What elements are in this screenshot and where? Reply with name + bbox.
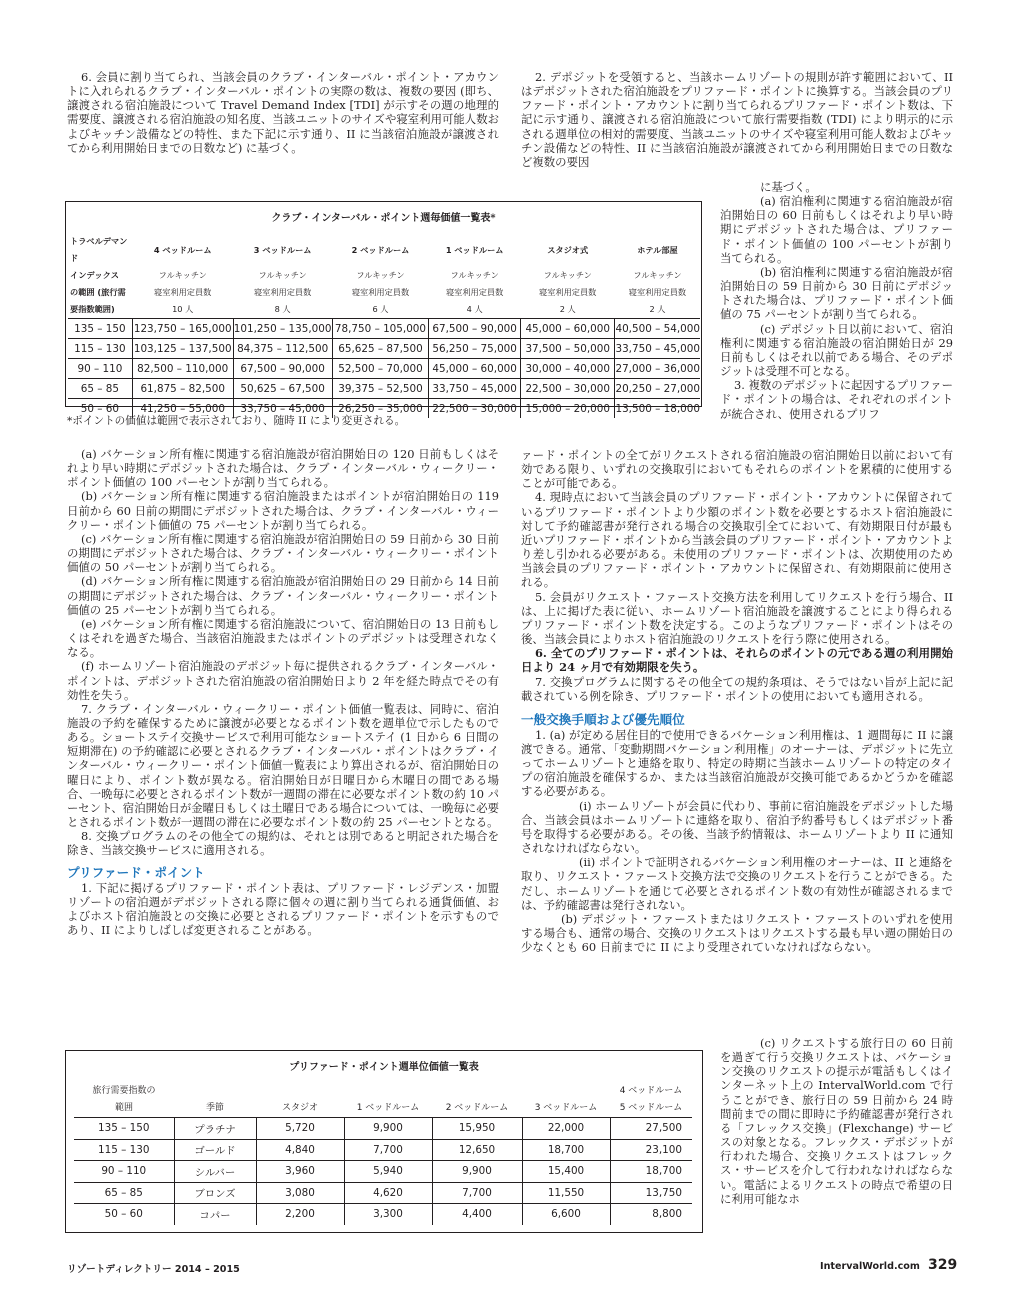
preferred-points-table-title: プリファード・ポイント週単位価値一覧表	[289, 1062, 479, 1073]
general-paragraph-1ii: (ii) ポイントで証明されるバケーション利用権のオーナーは、II と連絡を取り、リクエスト・ファースト交換方法で交換のリクエストを行うことができる。ただし、ホームリゾートを通じて必要とされるポイント数の有効性が確認されるまでは、予約確認書は発行されない。	[521, 855, 953, 912]
club-points-table-cell: 30,000 – 40,000	[520, 359, 614, 379]
preferred-points-table-cell: 50 – 60	[74, 1204, 174, 1225]
club-points-table-cell: 65,625 – 87,500	[332, 339, 429, 359]
paragraph-6a: (a) バケーション所有権に関連する宿泊施設が宿泊開始日の 120 日前もしくはそれより早い時期にデポジットされた場合は、クラブ・インターバル・ウィークリー・ポイント価値の 100 パーセントが割り当てられる。	[67, 447, 499, 490]
preferred-points-table-cell: 135 – 150	[74, 1118, 174, 1140]
club-points-column-header: 6 人	[332, 301, 429, 319]
preferred-points-header-row	[74, 1100, 692, 1118]
page-number: 329	[928, 1257, 958, 1273]
club-points-table-cell: 13,500 – 18,000	[615, 402, 700, 415]
paragraph-6f: (f) ホームリゾート宿泊施設のデポジット毎に提供されるクラブ・インターバル・ポイントは、デポジットされた宿泊施設の宿泊開始日より 2 年を経た時点でその有効性を失う。	[67, 659, 499, 702]
club-points-table-cell: 61,875 – 82,500	[132, 379, 233, 399]
club-points-column-header: 寝室利用定員数	[351, 287, 410, 297]
club-points-column-header: 要指数範囲)	[68, 301, 132, 319]
club-points-table-cell: 123,750 – 165,000	[132, 319, 233, 339]
preferred-points-table-cell: 18,700	[522, 1139, 610, 1161]
preferred-points-column-header	[174, 1083, 256, 1100]
preferred-points-column-header	[432, 1083, 522, 1100]
club-points-table-row	[68, 379, 700, 399]
club-points-table-cell: 40,500 – 54,000	[615, 319, 700, 339]
preferred-points-table-cell: 4,620	[344, 1182, 432, 1204]
preferred-points-table-cell: 2,200	[256, 1204, 344, 1225]
right-narrow-bottom	[720, 1036, 953, 1206]
right-paragraph-5: 5. 会員がリクエスト・ファースト交換方法を利用してリクエストを行う場合、II は、上に掲げた表に従い、ホームリゾート宿泊施設を譲渡することにより得られるプリファード・ポイント数を決定する。このようなプリファード・ポイントはその後、当該会員によりホスト宿泊施設のリクエストを行う際に使用される。	[521, 589, 953, 647]
preferred-points-table-cell: 7,700	[432, 1182, 522, 1204]
preferred-points-table-cell: 7,700	[344, 1139, 432, 1161]
club-points-table-cell: 67,500 – 90,000	[429, 319, 521, 339]
club-points-table-cell: 103,125 – 137,500	[132, 339, 233, 359]
paragraph-6c: (c) バケーション所有権に関連する宿泊施設が宿泊開始日の 59 日前から 30 日前の期間にデポジットされた場合は、クラブ・インターバル・ウィークリー・ポイント価値の 50 パーセントが割り当てられる。	[67, 531, 499, 575]
club-points-column-header: 8 人	[233, 301, 332, 319]
club-points-header-row	[68, 267, 700, 284]
preferred-points-table-cell: 9,900	[344, 1118, 432, 1140]
preferred-points-column-header: 季節	[174, 1100, 256, 1118]
preferred-points-table-cell: 6,600	[522, 1204, 610, 1225]
preferred-points-table-cell: 15,950	[432, 1118, 522, 1140]
club-points-table-cell: 101,250 – 135,000	[233, 319, 332, 339]
club-points-column-header: 寝室利用定員数	[445, 287, 504, 297]
preferred-points-table-row	[74, 1139, 692, 1161]
preferred-points-table-cell: ブロンズ	[174, 1182, 256, 1204]
preferred-points-column-header: 4 ベッドルーム	[619, 1086, 683, 1096]
club-points-table-row	[68, 339, 700, 359]
preferred-points-table-cell: 5,720	[256, 1118, 344, 1140]
right-paragraph-2c: (c) デポジット日以前において、宿泊権利に関連する宿泊施設の宿泊開始日が 29 日前もしくはそれ以前である場合、そのデポジットは受理不可となる。	[720, 321, 953, 379]
paragraph-6b: (b) バケーション所有権に関連する宿泊施設またはポイントが宿泊開始日の 119 日前から 60 日前の期間にデポジットされた場合は、クラブ・インターバル・ウィークリー・ポイント価値の 75 パーセントが割り当てられる。	[67, 489, 499, 532]
paragraph-6: 6. 会員に割り当てられ、当該会員のクラブ・インターバル・ポイント・アカウントに入れられるクラブ・インターバル・ポイントの実際の数は、複数の要因 (即ち、譲渡される宿泊施設について Travel Demand Index [TDI] が示すその週の地理的需要度、譲渡される宿泊施設の知名度、当該ユニットのサイズや寝室利用可能人数およびキッチン設備などの特性、また下記に示す通り、II に当該宿泊施設が譲渡されてから利用開始日までの日数など) に基づく。	[67, 70, 499, 155]
preferred-points-column-header	[344, 1083, 432, 1100]
club-points-table-cell: 33,750 – 45,000	[429, 379, 521, 399]
preferred-points-table-cell: 3,300	[344, 1204, 432, 1225]
preferred-points-table-row	[74, 1118, 692, 1140]
preferred-points-column-header	[256, 1083, 344, 1100]
preferred-points-column-header: 2 ベッドルーム	[432, 1100, 522, 1118]
right-narrow-column	[720, 180, 953, 421]
general-paragraph-1c: (c) リクエストする旅行日の 60 日前を過ぎて行う交換リクエストは、バケーション交換のリクエストの提示が電話もしくはインターネット上の IntervalWorld.com で行うことができ、旅行日の 59 日前から 24 時間前までの間に即時に予約確認書が発行される「フレックス交換」(Flexchange) サービスの対象となる。フレックス・デポジットが行われた場合、交換リクエストはフレックス・サービスを介して行われなければならない。電話によるリクエストの時点で希望の日に利用可能なホ	[720, 1036, 953, 1206]
club-points-column-header: 1 ベッドルーム	[445, 244, 504, 255]
paragraph-7: 7. クラブ・インターバル・ウィークリー・ポイント価値一覧表は、同時に、宿泊施設の予約を確保するために譲渡が必要となるポイント数を週単位で示したものである。ショートステイ交換サービスで利用可能なショートステイ (1 日から 6 日間の短期滞在) の予約確認に必要とされるクラブ・インターバル・ポイントはクラブ・インターバル・ウィークリー・ポイント価値一覧表により算出されるが、宿泊開始日の曜日により、ポイント数が異なる。宿泊開始日が日曜日から木曜日の間である場合、一晩毎に必要とされるポイント数が一週間の滞在に必要なポイント数の約 10 パーセント、宿泊開始日が金曜日もしくは土曜日である場合については、一晩毎に必要とされるポイント数が一週間の滞在に必要なポイント数の約 25 パーセントとなる。	[67, 701, 499, 830]
general-paragraph-1b: (b) デポジット・ファーストまたはリクエスト・ファーストのいずれを使用する場合も、通常の場合、交換のリクエストはリクエストする最も早い週の開始日の少なくとも 60 日前までに II により受理されていなければならない。	[521, 911, 953, 955]
preferred-points-header-row	[74, 1083, 692, 1100]
preferred-points-table-cell: 9,900	[432, 1161, 522, 1183]
preferred-points-table-cell: 12,650	[432, 1139, 522, 1161]
club-points-table-cell: 56,250 – 75,000	[429, 339, 521, 359]
club-points-table-cell: 33,750 – 45,000	[233, 399, 332, 419]
preferred-points-table-cell: 11,550	[522, 1182, 610, 1204]
club-points-table-cell: 50 – 60	[68, 399, 132, 419]
club-points-column-header: 2 人	[615, 301, 700, 319]
club-points-table-cell: 52,500 – 70,000	[332, 359, 429, 379]
club-points-column-header: ホテル部屋	[637, 244, 678, 255]
club-points-table-title: クラブ・インターバル・ポイント週毎価値一覧表*	[271, 213, 496, 224]
club-points-table-cell: 45,000 – 60,000	[429, 359, 521, 379]
preferred-points-table-cell: 3,080	[256, 1182, 344, 1204]
club-points-column-header: 2 人	[520, 301, 614, 319]
club-points-column-header: インデックス	[70, 270, 119, 280]
club-points-column-header: フルキッチン	[543, 270, 592, 280]
footer-site[interactable]: IntervalWorld.com	[820, 1261, 920, 1272]
preferred-points-column-header: スタジオ	[256, 1100, 344, 1118]
preferred-points-table-cell: 27,500	[610, 1118, 692, 1140]
preferred-points-table-cell: ゴールド	[174, 1139, 256, 1161]
preferred-points-table-cell: 13,750	[610, 1182, 692, 1204]
club-points-column-header: フルキッチン	[158, 270, 207, 280]
club-points-table	[68, 233, 700, 418]
preferred-points-table-cell: 22,000	[522, 1118, 610, 1140]
preferred-points-heading: プリファード・ポイント	[67, 864, 205, 880]
right-paragraph-2a: (a) 宿泊権利に関連する宿泊施設が宿泊開始日の 60 日前もしくはそれより早い時期にデポジットされた場合は、プリファード・ポイント価値の 100 パーセントが割り当てられる。	[720, 194, 953, 265]
club-points-column-header: フルキッチン	[356, 270, 405, 280]
club-points-table-cell: 90 – 110	[68, 359, 132, 379]
club-points-table-cell: 65 – 85	[68, 379, 132, 399]
club-points-footnote: *ポイントの価値は範囲で表示されており、随時 II により変更される。	[67, 415, 406, 427]
club-points-column-header: フルキッチン	[258, 270, 307, 280]
right-paragraph-2-end: に基づく。	[760, 180, 817, 194]
club-points-header-row	[68, 284, 700, 301]
paragraph-8: 8. 交換プログラムのその他全ての規約は、それとは別であると明記された場合を除き、当該交換サービスに適用される。	[67, 829, 499, 858]
preferred-points-table-cell: 18,700	[610, 1161, 692, 1183]
right-paragraph-6: 6. 全てのプリファード・ポイントは、それらのポイントの元である週の利用開始日より 24 ヶ月で有効期限を失う。	[521, 646, 953, 675]
club-points-table-cell: 67,500 – 90,000	[233, 359, 332, 379]
club-points-table-row	[68, 359, 700, 379]
preferred-points-table-cell: 15,400	[522, 1161, 610, 1183]
general-paragraph-1a: 1. (a) が定める居住目的で使用できるバケーション利用権は、1 週間毎に II に譲渡できる。通常、「変動期間バケーション利用権」のオーナーは、デポジットに先立ってホームリゾートと連絡を取り、特定の時期に当該ホームリゾートの特定のタイプの宿泊施設を確保するか、または当該宿泊施設が交換可能であるかどうかを確認する必要がある。	[521, 727, 953, 799]
club-points-column-header: フルキッチン	[633, 270, 682, 280]
left-column-body	[67, 447, 499, 937]
preferred-points-table-cell: プラチナ	[174, 1118, 256, 1140]
club-points-table-cell: 41,250 – 55,000	[132, 399, 233, 419]
club-points-table-cell: 26,250 – 35,000	[332, 399, 429, 419]
club-points-table-row	[68, 319, 700, 339]
preferred-points-table-box	[65, 1050, 703, 1233]
club-points-table-cell: 37,500 – 50,000	[520, 339, 614, 359]
preferred-points-table	[74, 1083, 692, 1225]
club-points-column-header: 4 ベッドルーム	[153, 244, 212, 255]
club-points-table-cell: 33,750 – 45,000	[615, 339, 700, 359]
preferred-points-table-row	[74, 1204, 692, 1225]
club-points-table-cell: 50,625 – 67,500	[233, 379, 332, 399]
preferred-points-table-cell: 4,840	[256, 1139, 344, 1161]
club-points-table-cell: 22,500 – 30,000	[429, 399, 521, 419]
preferred-points-table-row	[74, 1182, 692, 1204]
preferred-points-table-cell: 90 – 110	[74, 1161, 174, 1183]
paragraph-6d: (d) バケーション所有権に関連する宿泊施設が宿泊開始日の 29 日前から 14 日前の期間にデポジットされた場合は、クラブ・インターバル・ウィークリー・ポイント価値の 25 パーセントが割り当てられる。	[67, 574, 499, 617]
preferred-points-table-cell: 4,400	[432, 1204, 522, 1225]
club-points-table-cell: 15,000 – 20,000	[520, 399, 614, 419]
club-points-table-cell: 45,000 – 60,000	[520, 319, 614, 339]
right-paragraph-3-start: 3. 複数のデポジットに起因するプリファード・ポイントの場合は、それぞれのポイントが統合され、使用されるプリフ	[720, 378, 953, 421]
preferred-points-table-row	[74, 1161, 692, 1183]
club-points-column-header: 寝室利用定員数	[539, 287, 597, 297]
club-points-header-row	[68, 301, 700, 319]
preferred-points-table-cell: コパー	[174, 1204, 256, 1225]
right-paragraph-2b: (b) 宿泊権利に関連する宿泊施設が宿泊開始日の 59 日前から 30 日前にデポジットされた場合は、プリファード・ポイント価値の 75 パーセントが割り当てられる。	[720, 264, 953, 322]
club-points-column-header: 3 ベッドルーム	[253, 244, 312, 255]
preferred-points-column-header: 3 ベッドルーム	[522, 1100, 610, 1118]
footer-directory-title: リゾートディレクトリー 2014 – 2015	[67, 1264, 240, 1275]
club-points-table-cell: 115 – 130	[68, 339, 132, 359]
club-points-column-header: トラベルデマンド	[70, 236, 128, 263]
club-points-table-cell: 135 – 150	[68, 319, 132, 339]
club-points-table-cell: 20,250 – 27,000	[615, 379, 700, 399]
preferred-points-table-cell: 115 – 130	[74, 1139, 174, 1161]
preferred-points-table-cell: 65 – 85	[74, 1182, 174, 1204]
right-column-middle	[521, 448, 953, 954]
preferred-points-table-cell: 23,100	[610, 1139, 692, 1161]
right-paragraph-2: 2. デポジットを受領すると、当該ホームリゾートの規則が許す範囲において、II はデポジットされた宿泊施設をプリファード・ポイントに換算する。当該会員のプリファード・ポイント・アカウントに割り当てられるプリファード・ポイント数は、下記に示す通り、譲渡される宿泊施設について旅行需要指数 (TDI) により明示的に示される週単位の相対的需要度、当該ユニットのサイズや寝室利用可能人数およびキッチン設備などの特性、II に当該宿泊施設が譲渡されてから利用開始日までの日数など複数の要因	[521, 70, 953, 169]
preferred-points-table-cell: 8,800	[652, 1208, 682, 1221]
club-points-table-cell: 84,375 – 112,500	[233, 339, 332, 359]
right-paragraph-7: 7. 交換プログラムに関するその他全ての規約条項は、そうではない旨が上記に記載されている例を除き、プリファード・ポイントの使用においても適用される。	[521, 674, 953, 703]
club-points-header-row	[68, 233, 700, 267]
preferred-points-table-cell: シルバー	[174, 1161, 256, 1183]
right-paragraph-3-rest: ァード・ポイントの全てがリクエストされる宿泊施設の宿泊開始日以前において有効である限り、いずれの交換取引においてもそれらのポイントを累積的に使用することが可能である。	[521, 448, 953, 491]
right-column-top	[521, 70, 953, 169]
general-paragraph-1i: (i) ホームリゾートが会員に代わり、事前に宿泊施設をデポジットした場合、当該会員はホームリゾートに連絡を取り、宿泊予約番号もしくはデポジット番号を取得する必要がある。その後、当該予約情報は、ホームリゾートより II に通知されなければならない。	[521, 798, 953, 856]
club-points-table-cell: 22,500 – 30,000	[520, 379, 614, 399]
club-points-table-cell: 39,375 – 52,500	[332, 379, 429, 399]
paragraph-6e: (e) バケーション所有権に関連する宿泊施設について、宿泊開始日の 13 日前もしくはそれを過ぎた場合、当該宿泊施設またはポイントのデポジットは受理されなくなる。	[67, 616, 499, 660]
left-column-top	[67, 70, 499, 155]
preferred-points-column-header: 1 ベッドルーム	[344, 1100, 432, 1118]
club-points-column-header: 2 ベッドルーム	[351, 244, 410, 255]
preferred-points-column-header: 旅行需要指数の	[92, 1086, 156, 1096]
preferred-points-column-header	[522, 1083, 610, 1100]
preferred-points-column-header: 5 ベッドルーム	[610, 1100, 692, 1118]
preferred-points-table-cell: 3,960	[256, 1161, 344, 1183]
general-exchange-heading: 一般交換手順および優先順位	[521, 711, 685, 727]
preferred-points-table-cell: 5,940	[344, 1161, 432, 1183]
club-points-table-cell: 27,000 – 36,000	[615, 359, 700, 379]
club-points-table-cell: 78,750 – 105,000	[332, 319, 429, 339]
preferred-paragraph-1: 1. 下記に掲げるプリファード・ポイント表は、プリファード・レジデンス・加盟リゾートの宿泊週がデポジットされる際に個々の週に割り当てられる通貨価値、およびホスト宿泊施設との交換に必要とされるプリファード・ポイントを示すものであり、II によりしばしば変更されることがある。	[67, 880, 499, 937]
club-points-column-header: 寝室利用定員数	[154, 287, 212, 297]
right-paragraph-4: 4. 現時点において当該会員のプリファード・ポイント・アカウントに保留されているプリファード・ポイントより少額のポイント数を必要とするホスト宿泊施設に対して予約確認書が発行される場合の交換取引全てにおいて、有効期限日付が最も近いプリファード・ポイントから当該会員のプリファード・ポイント・アカウントより差し引かれる必要がある。未使用のプリファード・ポイントは、次期使用のため当該会員のプリファード・ポイント・アカウントに保留され、有効期限前に使用される。	[521, 490, 953, 590]
club-points-column-header: フルキッチン	[450, 270, 499, 280]
club-points-table-cell: 82,500 – 110,000	[132, 359, 233, 379]
club-points-column-header: 寝室利用定員数	[253, 287, 312, 297]
preferred-points-column-header: 範囲	[74, 1100, 174, 1118]
club-points-column-header: 4 人	[429, 301, 521, 319]
club-points-column-header: スタジオ式	[547, 244, 589, 255]
club-points-table-box	[65, 201, 702, 415]
club-points-column-header: の範囲 (旅行需	[70, 287, 126, 297]
club-points-column-header: 10 人	[132, 301, 233, 319]
club-points-column-header: 寝室利用定員数	[628, 287, 687, 297]
